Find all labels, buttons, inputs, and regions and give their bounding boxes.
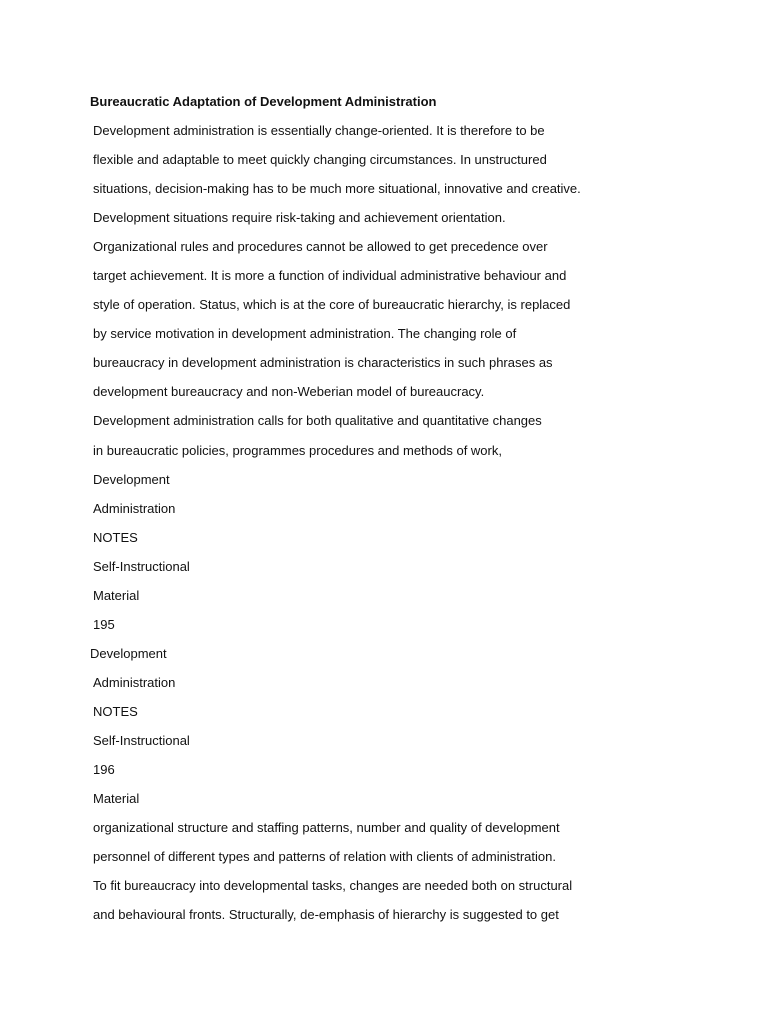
text-line: style of operation. Status, which is at the core of bureaucratic hierarchy, is replaced <box>93 297 571 313</box>
text-line: development bureaucracy and non-Weberian model of bureaucracy. <box>93 384 485 400</box>
text-line: Administration <box>93 500 176 516</box>
text-line: personnel of different types and patterns of relation with clients of administration. <box>93 849 556 865</box>
page-number: 196 <box>93 762 115 778</box>
text-line: Material <box>93 791 140 807</box>
text-line: NOTES <box>93 529 138 545</box>
text-line: Self-Instructional <box>93 732 190 748</box>
text-line: Administration <box>93 674 176 690</box>
document-body <box>90 122 581 935</box>
text-line: Development <box>93 471 170 487</box>
text-line: target achievement. It is more a function of individual administrative behaviour and <box>93 268 567 284</box>
page-number: 195 <box>93 616 115 632</box>
text-line: Development administration calls for both qualitative and quantitative changes <box>93 413 542 429</box>
text-line: organizational structure and staffing patterns, number and quality of development <box>93 820 560 836</box>
text-line: and behavioural fronts. Structurally, de-emphasis of hierarchy is suggested to get <box>93 907 559 923</box>
text-line: To fit bureaucracy into developmental tasks, changes are needed both on structural <box>93 878 573 894</box>
document-title: Bureaucratic Adaptation of Development Administration <box>90 94 437 109</box>
text-line: Organizational rules and procedures cannot be allowed to get precedence over <box>93 239 548 255</box>
text-line: in bureaucratic policies, programmes procedures and methods of work, <box>93 442 502 458</box>
text-line: bureaucracy in development administration is characteristics in such phrases as <box>93 355 553 371</box>
text-line: Material <box>93 587 140 603</box>
text-line: Development situations require risk-taking and achievement orientation. <box>93 210 506 226</box>
text-line: NOTES <box>93 703 138 719</box>
text-line: Self-Instructional <box>93 558 190 574</box>
text-line: situations, decision-making has to be much more situational, innovative and creative. <box>93 181 581 197</box>
text-line: flexible and adaptable to meet quickly changing circumstances. In unstructured <box>93 152 547 168</box>
text-line: Development administration is essentially change-oriented. It is therefore to be <box>93 123 545 138</box>
text-line: Development <box>90 645 167 661</box>
text-line: by service motivation in development administration. The changing role of <box>93 326 517 342</box>
